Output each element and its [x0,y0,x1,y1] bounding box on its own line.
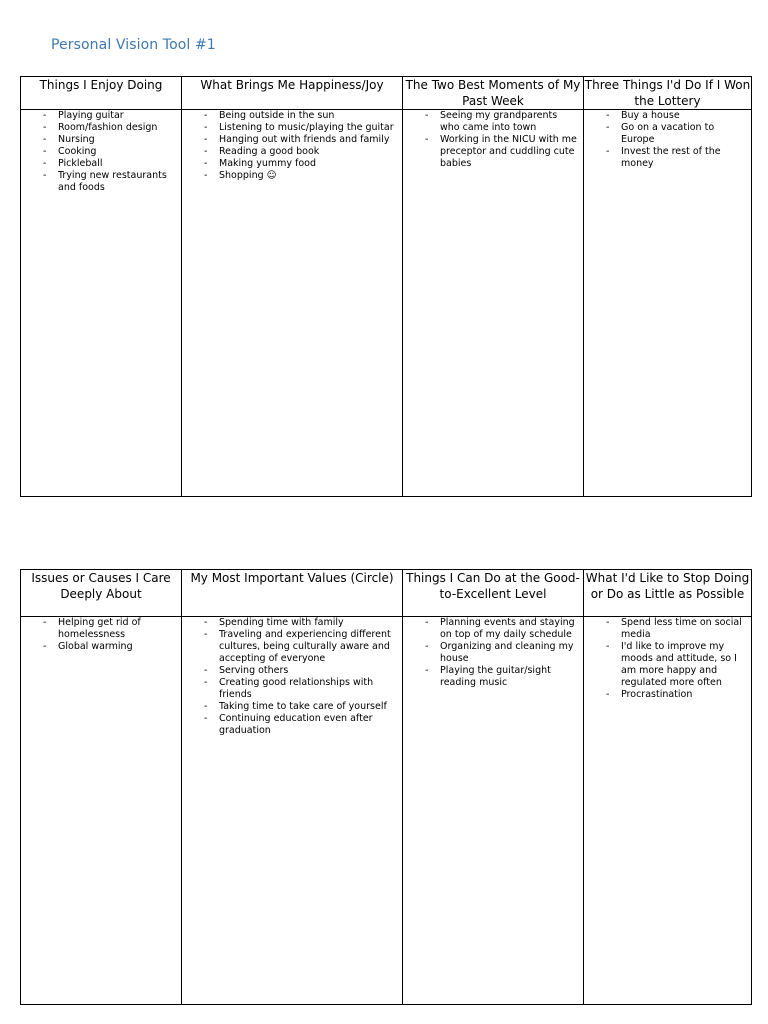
cell-important-values [182,617,403,1005]
list-item: - Creating good relationships with friends [182,677,402,701]
list-item: - Traveling and experiencing different cultures, being culturally aware and accepting of everyone [182,629,402,665]
list-item: - Room/fashion design [21,122,181,134]
header-issues-causes: Issues or Causes I Care Deeply About [21,570,182,617]
list-item: - Taking time to take care of yourself [182,701,402,713]
list-item: - Procrastination [584,689,751,701]
cell-lottery [584,110,752,497]
cell-good-excellent [403,617,584,1005]
list-item: - Playing the guitar/sight reading music [403,665,583,689]
list-issues-causes [21,617,181,653]
list-item: - Playing guitar [21,110,181,122]
list-item: - Hanging out with friends and family [182,134,402,146]
list-things-i-enjoy [21,110,181,194]
list-item: - Pickleball [21,158,181,170]
list-item: - I'd like to improve my moods and attitude, so I am more happy and regulated more often [584,641,751,689]
list-item: - Spend less time on social media [584,617,751,641]
cell-happiness-joy [182,110,403,497]
table-body-row [21,110,752,497]
header-lottery: Three Things I'd Do If I Won the Lottery [584,78,751,108]
document-title: Personal Vision Tool #1 [51,37,216,53]
list-item: - Shopping ☺ [182,170,402,182]
list-good-excellent [403,617,583,689]
list-item: - Helping get rid of homelessness [21,617,181,641]
cell-best-moments [403,110,584,497]
list-item: - Buy a house [584,110,751,122]
list-item: - Go on a vacation to Europe [584,122,751,146]
list-happiness-joy [182,110,402,182]
list-item: - Seeing my grandparents who came into town [403,110,583,134]
list-item: - Being outside in the sun [182,110,402,122]
list-item: - Serving others [182,665,402,677]
table-body-row [21,617,752,1005]
list-item: - Working in the NICU with me preceptor and cuddling cute babies [403,134,583,170]
list-item: - Continuing education even after graduation [182,713,402,737]
header-things-i-enjoy: Things I Enjoy Doing [21,77,182,110]
list-best-moments [403,110,583,170]
vision-table-2 [20,569,752,1005]
header-stop-doing: What I'd Like to Stop Doing or Do as Little as Possible [584,570,752,617]
list-item: - Global warming [21,641,181,653]
list-lottery [584,110,751,170]
list-item: - Reading a good book [182,146,402,158]
list-item: - Planning events and staying on top of my daily schedule [403,617,583,641]
list-item: - Cooking [21,146,181,158]
list-important-values [182,617,402,737]
header-important-values: My Most Important Values (Circle) [182,570,403,617]
header-best-moments: The Two Best Moments of My Past Week [403,77,584,110]
list-stop-doing [584,617,751,701]
list-item: - Invest the rest of the money [584,146,751,170]
list-item: - Spending time with family [182,617,402,629]
table-header-row [21,77,752,110]
list-item: - Trying new restaurants and foods [21,170,181,194]
header-good-excellent: Things I Can Do at the Good-to-Excellent Level [403,570,584,617]
cell-things-i-enjoy [21,110,182,497]
vision-table-1 [20,76,752,497]
header-happiness-joy: What Brings Me Happiness/Joy [182,77,403,110]
list-item: - Organizing and cleaning my house [403,641,583,665]
cell-stop-doing [584,617,752,1005]
cell-issues-causes [21,617,182,1005]
list-item: - Nursing [21,134,181,146]
list-item: - Listening to music/playing the guitar [182,122,402,134]
list-item: - Making yummy food [182,158,402,170]
table-header-row [21,570,752,617]
